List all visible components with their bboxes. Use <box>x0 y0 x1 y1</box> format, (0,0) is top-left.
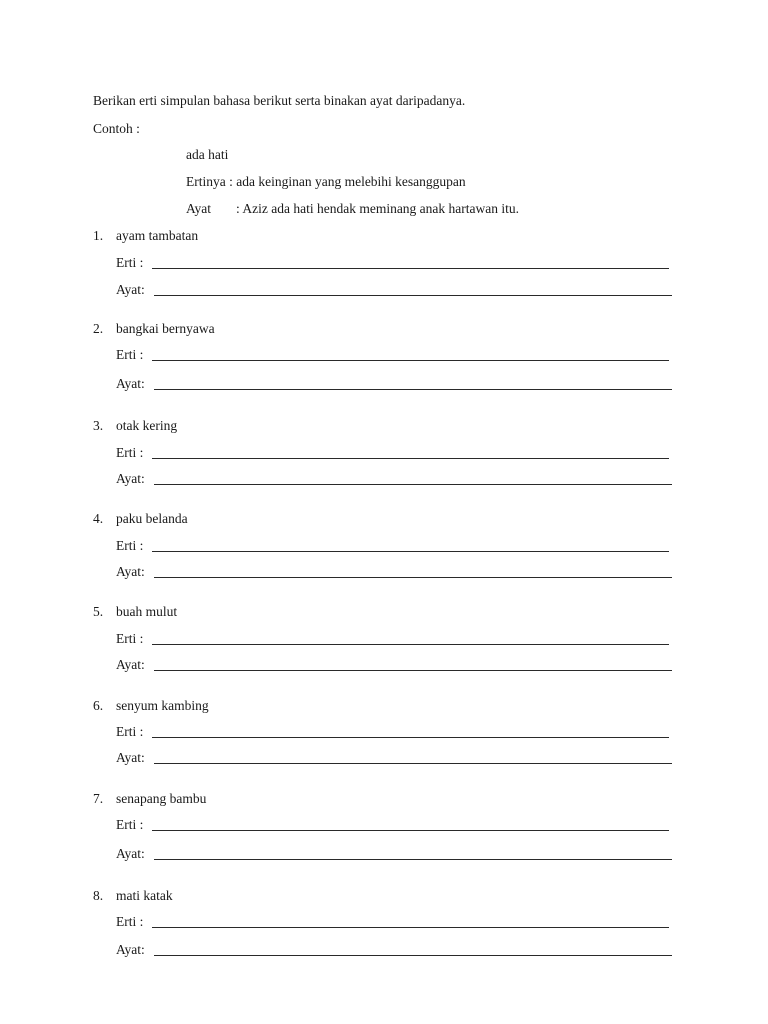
answer-line[interactable] <box>152 551 669 552</box>
answer-line[interactable] <box>154 670 672 671</box>
answer-line[interactable] <box>154 955 672 956</box>
item-number: 5. <box>93 604 104 619</box>
question-item <box>0 511 768 591</box>
answer-line[interactable] <box>154 295 672 296</box>
example-sentence-key: Ayat <box>186 201 212 216</box>
question-item <box>0 698 768 778</box>
question-item <box>0 888 768 968</box>
ayat-label: Ayat: <box>116 471 145 486</box>
erti-label: Erti : <box>116 914 144 929</box>
answer-line[interactable] <box>152 644 669 645</box>
item-number: 2. <box>93 321 104 336</box>
ayat-label: Ayat: <box>116 282 145 297</box>
answer-line[interactable] <box>152 458 669 459</box>
answer-line[interactable] <box>154 763 672 764</box>
erti-label: Erti : <box>116 255 144 270</box>
erti-label: Erti : <box>116 631 144 646</box>
answer-line[interactable] <box>152 927 669 928</box>
instruction-text: Berikan erti simpulan bahasa berikut serta binakan ayat daripadanya. <box>93 93 466 108</box>
item-phrase: mati katak <box>116 888 173 903</box>
erti-label: Erti : <box>116 724 144 739</box>
question-item <box>0 604 768 684</box>
item-phrase: otak kering <box>116 418 178 433</box>
answer-line[interactable] <box>152 268 669 269</box>
item-number: 8. <box>93 888 104 903</box>
answer-line[interactable] <box>154 484 672 485</box>
example-sentence-value: : Aziz ada hati hendak meminang anak hartawan itu. <box>236 201 520 216</box>
item-phrase: senapang bambu <box>116 791 207 806</box>
answer-line[interactable] <box>154 389 672 390</box>
example-sentence <box>186 201 519 217</box>
item-number: 6. <box>93 698 104 713</box>
question-item <box>0 228 768 308</box>
item-number: 1. <box>93 228 104 243</box>
answer-line[interactable] <box>152 737 669 738</box>
ayat-label: Ayat: <box>116 750 145 765</box>
question-item <box>0 321 768 401</box>
example-label: Contoh : <box>93 121 140 136</box>
example-phrase: ada hati <box>186 147 229 162</box>
erti-label: Erti : <box>116 347 144 362</box>
erti-label: Erti : <box>116 538 144 553</box>
item-phrase: senyum kambing <box>116 698 209 713</box>
ayat-label: Ayat: <box>116 376 145 391</box>
item-number: 3. <box>93 418 104 433</box>
ayat-label: Ayat: <box>116 846 145 861</box>
item-number: 7. <box>93 791 104 806</box>
question-item <box>0 791 768 871</box>
ayat-label: Ayat: <box>116 657 145 672</box>
item-phrase: buah mulut <box>116 604 178 619</box>
item-phrase: bangkai bernyawa <box>116 321 215 336</box>
answer-line[interactable] <box>154 577 672 578</box>
answer-line[interactable] <box>152 360 669 361</box>
erti-label: Erti : <box>116 445 144 460</box>
answer-line[interactable] <box>152 830 669 831</box>
ayat-label: Ayat: <box>116 564 145 579</box>
question-item <box>0 418 768 498</box>
answer-line[interactable] <box>154 859 672 860</box>
item-phrase: ayam tambatan <box>116 228 199 243</box>
erti-label: Erti : <box>116 817 144 832</box>
example-meaning: Ertinya : ada keinginan yang melebihi kesanggupan <box>186 174 466 189</box>
item-phrase: paku belanda <box>116 511 188 526</box>
ayat-label: Ayat: <box>116 942 145 957</box>
item-number: 4. <box>93 511 104 526</box>
